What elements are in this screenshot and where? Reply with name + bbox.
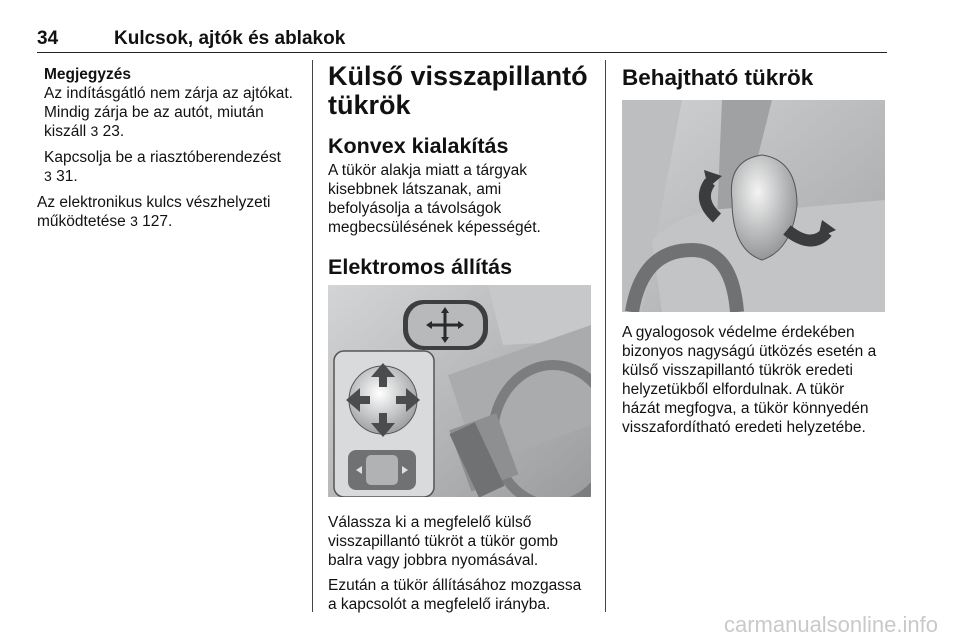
folding-mirror-illustration bbox=[622, 100, 885, 312]
body-text: külső visszapillantó tükrök eredeti bbox=[622, 362, 853, 379]
note-box bbox=[44, 65, 302, 186]
section-heading: Külső visszapillantó bbox=[328, 61, 588, 91]
page-reference[interactable]: 31. bbox=[56, 168, 78, 185]
folding-mirror-drawing bbox=[622, 100, 885, 312]
page-header bbox=[37, 28, 887, 54]
body-text: Az elektronikus kulcs vészhelyzeti bbox=[37, 194, 271, 211]
body-text: működtetése 3 127. bbox=[37, 213, 173, 230]
body-text: balra vagy jobbra nyomásával. bbox=[328, 552, 539, 569]
subsection-heading: Elektromos állítás bbox=[328, 255, 513, 279]
body-text: Ezután a tükör állításához mozgassa bbox=[328, 577, 582, 594]
body-text: visszapillantó tükröt a tükör gomb bbox=[328, 533, 559, 550]
body-text: helyzetükből elfordulnak. A tükör bbox=[622, 381, 845, 398]
body-text: A gyalogosok védelme érdekében bbox=[622, 324, 855, 341]
mirror-switch-illustration bbox=[328, 285, 591, 497]
body-text: A tükör alakja miatt a tárgyak bbox=[328, 162, 528, 179]
column-2-lower bbox=[328, 513, 596, 614]
watermark: carmanualsonline.info bbox=[723, 612, 938, 637]
body-text: házát megfogva, a tükör könnyedén bbox=[622, 400, 869, 417]
page-number: 34 bbox=[37, 28, 59, 49]
page-reference[interactable]: 23. bbox=[102, 123, 125, 140]
mirror-switch-drawing bbox=[328, 285, 591, 497]
chapter-title: Kulcsok, ajtók és ablakok bbox=[114, 28, 346, 49]
section-heading: tükrök bbox=[328, 90, 411, 120]
reference-arrow-icon: 3 bbox=[44, 168, 52, 184]
note-title: Megjegyzés bbox=[44, 66, 132, 83]
column-1 bbox=[37, 65, 302, 231]
column-divider bbox=[312, 60, 313, 612]
column-3-lower bbox=[622, 323, 890, 437]
reference-arrow-icon: 3 bbox=[90, 123, 99, 139]
section-heading: Behajtható tükrök bbox=[622, 65, 814, 90]
header-rule bbox=[37, 52, 887, 53]
reference-arrow-icon: 3 bbox=[130, 213, 138, 229]
note-text: Az indításgátló nem zárja az ajtókat. bbox=[44, 85, 293, 102]
note-text: kiszáll 3 23. bbox=[44, 123, 125, 140]
note-text: Kapcsolja be a riasztóberendezést bbox=[44, 149, 281, 166]
column-2 bbox=[328, 62, 596, 279]
page-reference[interactable]: 127. bbox=[142, 213, 173, 230]
note-text: Mindig zárja be az autót, miután bbox=[44, 104, 264, 121]
subsection-heading: Konvex kialakítás bbox=[328, 134, 509, 158]
column-3 bbox=[622, 66, 890, 90]
body-text: Válassza ki a megfelelő külső bbox=[328, 514, 532, 531]
note-text bbox=[44, 167, 302, 186]
body-text: kisebbnek látszanak, ami bbox=[328, 181, 502, 198]
body-text: megbecsülésének képességét. bbox=[328, 219, 541, 236]
column-divider bbox=[605, 60, 606, 612]
body-text: visszafordítható eredeti helyzetébe. bbox=[622, 419, 866, 436]
body-text: bizonyos nagyságú ütközés esetén a bbox=[622, 343, 877, 360]
body-text: befolyásolja a távolságok bbox=[328, 200, 502, 217]
body-text: a kapcsolót a megfelelő irányba. bbox=[328, 596, 551, 613]
